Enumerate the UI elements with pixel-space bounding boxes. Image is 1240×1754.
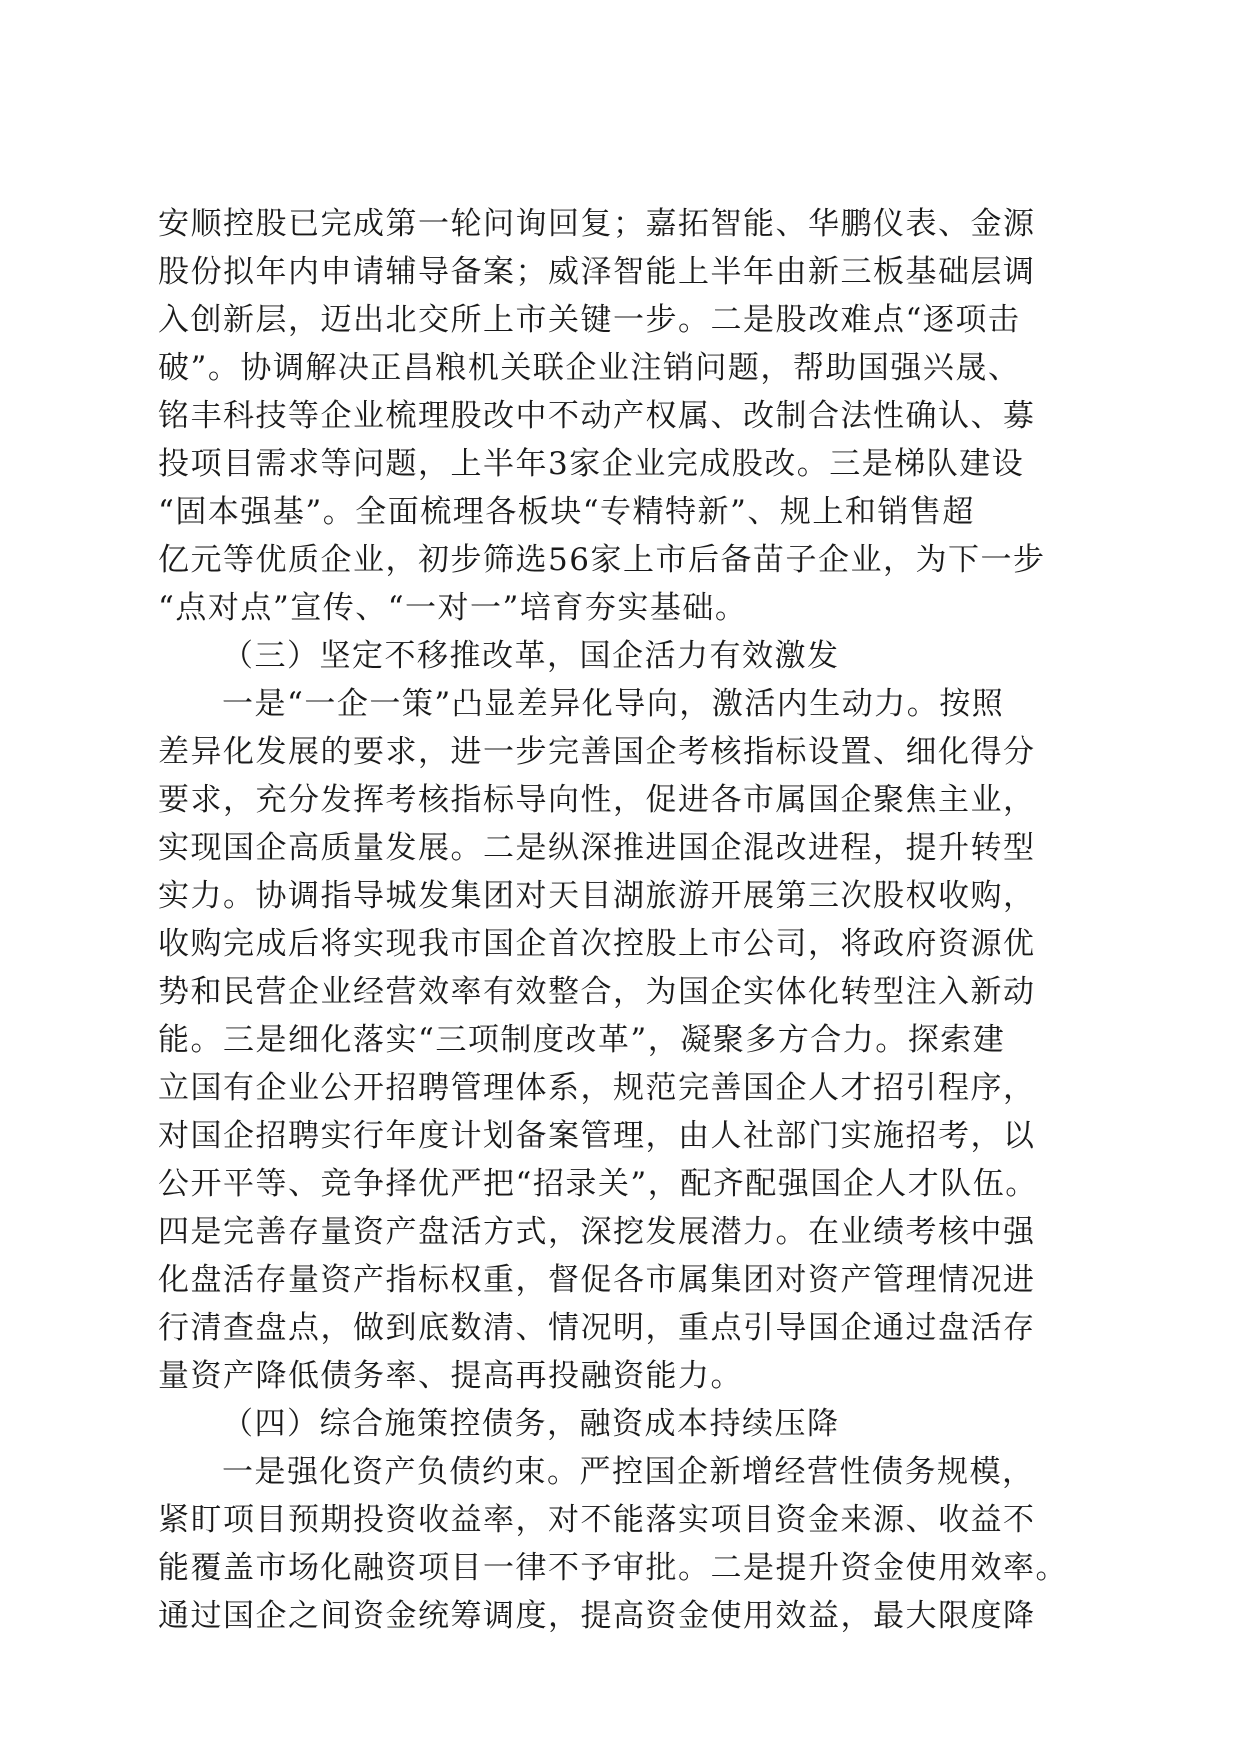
- paragraph-line: “点对点”宣传、“一对一”培育夯实基础。: [158, 590, 748, 626]
- paragraph-line: 能覆盖市场化融资项目一律不予审批。二是提升资金使用效率。: [158, 1550, 1068, 1586]
- paragraph-line: 实力。协调指导城发集团对天目湖旅游开展第三次股权收购，: [158, 878, 1036, 914]
- paragraph-line: 破”。协调解决正昌粮机关联企业注销问题，帮助国强兴晟、: [158, 350, 1021, 386]
- paragraph-line: 四是完善存量资产盘活方式，深挖发展潜力。在业绩考核中强: [158, 1214, 1036, 1250]
- paragraph-line: 立国有企业公开招聘管理体系，规范完善国企人才招引程序，: [158, 1070, 1036, 1106]
- section-heading-3: （三）坚定不移推改革，国企活力有效激发: [222, 638, 840, 674]
- paragraph-line: 亿元等优质企业，初步筛选56家上市后备苗子企业，为下一步: [158, 542, 1046, 578]
- paragraph-line: 铭丰科技等企业梳理股改中不动产权属、改制合法性确认、募: [158, 398, 1036, 434]
- paragraph-line: 紧盯项目预期投资收益率，对不能落实项目资金来源、收益不: [158, 1502, 1036, 1538]
- paragraph-line: 量资产降低债务率、提高再投融资能力。: [158, 1358, 743, 1394]
- paragraph-line: 投项目需求等问题，上半年3家企业完成股改。三是梯队建设: [158, 446, 1025, 482]
- paragraph-line: 要求，充分发挥考核指标导向性，促进各市属国企聚焦主业，: [158, 782, 1036, 818]
- paragraph-first-line: 一是“一企一策”凸显差异化导向，激活内生动力。按照: [222, 686, 1005, 722]
- paragraph-line: 安顺控股已完成第一轮问询回复；嘉拓智能、华鹏仪表、金源: [158, 206, 1036, 242]
- paragraph-line: 通过国企之间资金统筹调度，提高资金使用效益，最大限度降: [158, 1598, 1036, 1634]
- paragraph-line: 势和民营企业经营效率有效整合，为国企实体化转型注入新动: [158, 974, 1036, 1010]
- paragraph-line: 股份拟年内申请辅导备案；威泽智能上半年由新三板基础层调: [158, 254, 1036, 290]
- paragraph-line: “固本强基”。全面梳理各板块“专精特新”、规上和销售超: [158, 494, 975, 530]
- paragraph-line: 收购完成后将实现我市国企首次控股上市公司，将政府资源优: [158, 926, 1036, 962]
- paragraph-line: 入创新层，迈出北交所上市关键一步。二是股改难点“逐项击: [158, 302, 1021, 338]
- section-heading-4: （四）综合施策控债务，融资成本持续压降: [222, 1406, 840, 1442]
- paragraph-line: 差异化发展的要求，进一步完善国企考核指标设置、细化得分: [158, 734, 1036, 770]
- paragraph-line: 实现国企高质量发展。二是纵深推进国企混改进程，提升转型: [158, 830, 1036, 866]
- paragraph-first-line: 一是强化资产负债约束。严控国企新增经营性债务规模，: [222, 1454, 1035, 1490]
- paragraph-line: 公开平等、竞争择优严把“招录关”，配齐配强国企人才队伍。: [158, 1166, 1038, 1202]
- paragraph-line: 行清查盘点，做到底数清、情况明，重点引导国企通过盘活存: [158, 1310, 1036, 1346]
- paragraph-line: 能。三是细化落实“三项制度改革”，凝聚多方合力。探索建: [158, 1022, 1006, 1058]
- paragraph-line: 化盘活存量资产指标权重，督促各市属集团对资产管理情况进: [158, 1262, 1036, 1298]
- paragraph-line: 对国企招聘实行年度计划备案管理，由人社部门实施招考，以: [158, 1118, 1036, 1154]
